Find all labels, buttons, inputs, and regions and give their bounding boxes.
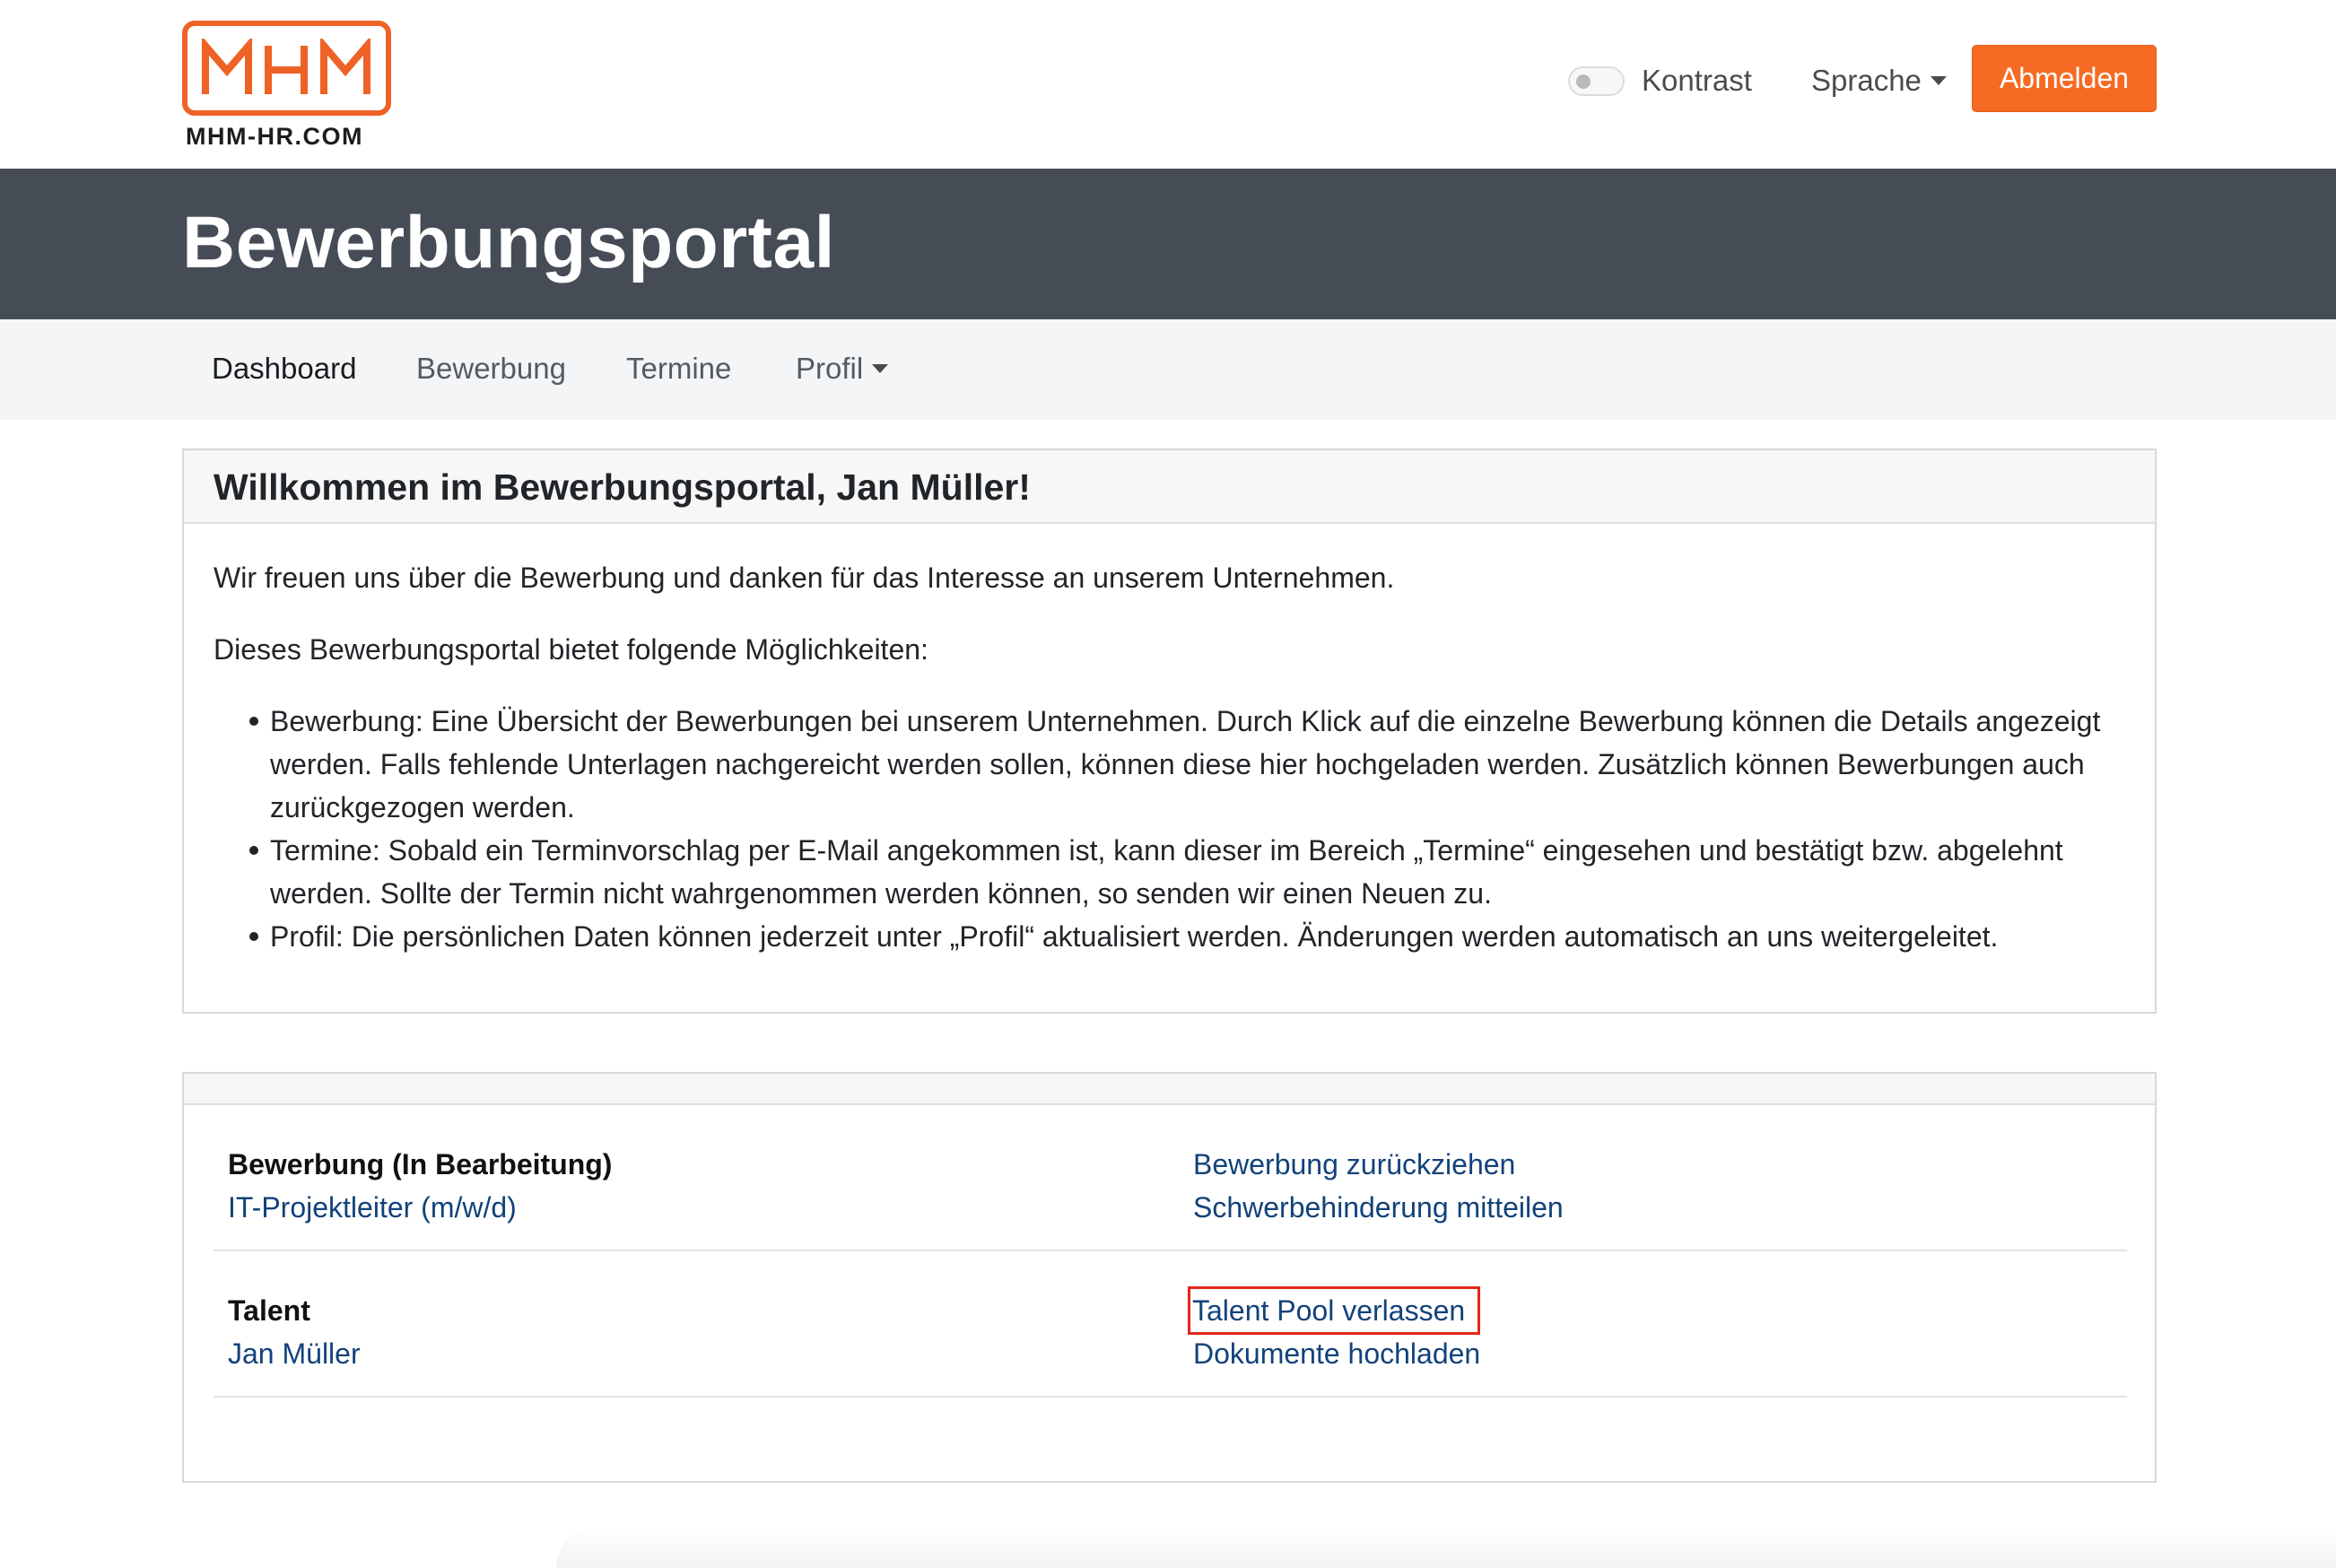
logo-letters-graphic — [200, 39, 373, 98]
application-info — [228, 1143, 612, 1229]
language-label: Sprache — [1811, 64, 1922, 97]
talent-name-link[interactable]: Jan Müller — [228, 1337, 361, 1370]
withdraw-application-link[interactable]: Bewerbung zurückziehen — [1193, 1148, 1516, 1180]
option-bewerbung: Bewerbung: Eine Übersicht der Bewerbungen bei unserem Unternehmen. Durch Klick auf die einzelne Bewerbung können die Details angezeigt werden. Falls fehlende Unterlagen nachgereicht werden sollen, können diese hier hochgeladen werden. Zusätzlich können Bewerbungen auch zurückgezogen werden. — [214, 700, 2133, 829]
option-profil: Profil: Die persönlichen Daten können jederzeit unter „Profil“ aktualisiert werden. Änderungen werden automatisch an uns weitergeleitet. — [214, 915, 2133, 958]
nav-item-dashboard[interactable]: Dashboard — [212, 352, 357, 385]
welcome-options-heading: Dieses Bewerbungsportal bietet folgende Möglichkeiten: — [214, 633, 928, 666]
talent-actions — [1193, 1289, 1480, 1375]
option-termine: Termine: Sobald ein Terminvorschlag per E-Mail angekommen ist, kann dieser im Bereich „Termine“ eingesehen und bestätigt bzw. abgelehnt werden. Sollte der Termin nicht wahrgenommen werden können, so senden wir einen Neuen zu. — [214, 829, 2133, 915]
welcome-card-body — [214, 556, 2133, 958]
logout-button[interactable]: Abmelden — [1972, 45, 2157, 112]
options-list — [214, 700, 2133, 958]
talent-heading: Talent — [228, 1294, 310, 1327]
caret-down-icon — [872, 364, 888, 373]
bottom-shadow — [556, 1525, 2336, 1568]
welcome-intro: Wir freuen uns über die Bewerbung und danken für das Interesse an unserem Unternehmen. — [214, 562, 1395, 594]
portal-title: Bewerbungsportal — [182, 202, 835, 283]
welcome-title: Willkommen im Bewerbungsportal, Jan Müller! — [214, 466, 1031, 508]
logo-frame — [182, 21, 391, 116]
nav-item-profil[interactable] — [796, 346, 888, 391]
logo-domain-text: MHM-HR.COM — [186, 123, 363, 150]
contrast-toggle-group[interactable] — [1568, 61, 1752, 100]
contrast-label: Kontrast — [1642, 64, 1752, 97]
main-nav — [0, 319, 2336, 420]
nav-item-profil-label: Profil — [796, 352, 864, 385]
welcome-card — [182, 449, 2157, 1014]
application-actions — [1193, 1143, 1564, 1229]
upload-documents-link[interactable]: Dokumente hochladen — [1193, 1337, 1481, 1370]
welcome-card-header — [184, 450, 2155, 524]
application-status-heading: Bewerbung (In Bearbeitung) — [228, 1148, 613, 1180]
top-header — [0, 0, 2336, 169]
toggle-knob — [1576, 74, 1591, 89]
leave-talent-pool-link[interactable]: Talent Pool verlassen — [1190, 1289, 1477, 1332]
report-disability-link[interactable]: Schwerbehinderung mitteilen — [1193, 1191, 1564, 1224]
talent-row — [214, 1251, 2127, 1398]
applications-card — [182, 1072, 2157, 1483]
mhm-logo[interactable] — [182, 21, 391, 151]
portal-banner — [0, 169, 2336, 319]
application-position-link[interactable]: IT-Projektleiter (m/w/d) — [228, 1191, 517, 1224]
language-dropdown[interactable] — [1811, 61, 1947, 100]
nav-item-bewerbung[interactable]: Bewerbung — [416, 352, 566, 385]
nav-item-termine[interactable]: Termine — [626, 352, 732, 385]
talent-info — [228, 1289, 361, 1375]
application-row — [214, 1105, 2127, 1251]
contrast-toggle-switch[interactable] — [1568, 66, 1625, 96]
applications-card-header — [184, 1074, 2155, 1105]
caret-down-icon — [1931, 76, 1947, 85]
